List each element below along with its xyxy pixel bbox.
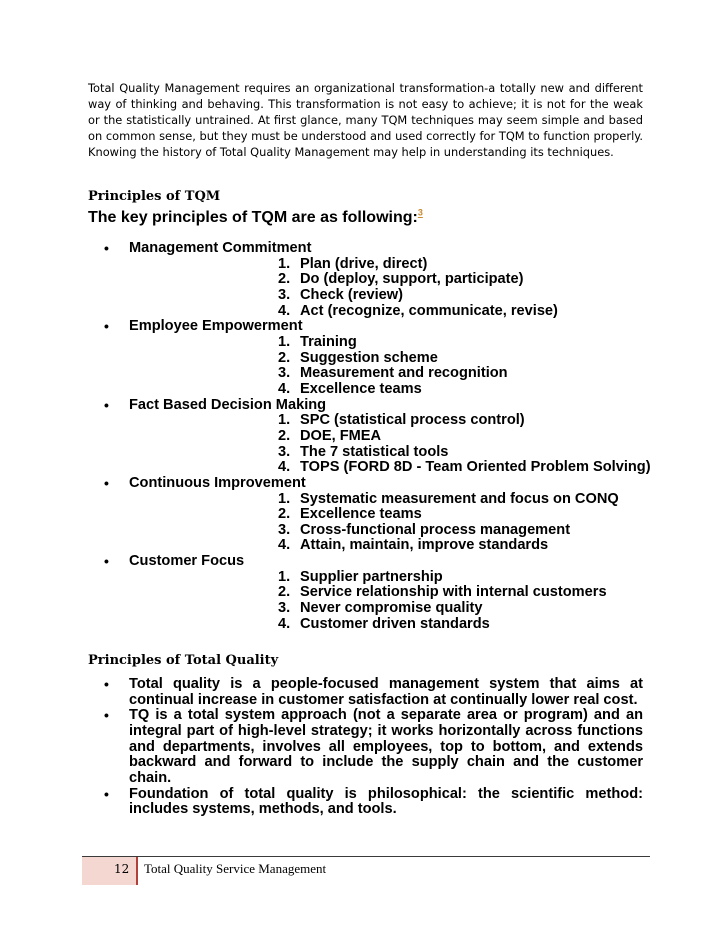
sub-item (129, 413, 728, 429)
item-number: 1. (278, 568, 291, 585)
sub-list (129, 257, 728, 320)
bullet-icon: • (104, 396, 109, 413)
item-number: 4. (278, 380, 291, 397)
principle-label: Customer Focus (129, 553, 245, 570)
item-number: 3. (278, 521, 291, 538)
sub-item (129, 523, 728, 539)
sub-item-text: Service relationship with internal customers (300, 584, 607, 601)
sub-item-text: Supplier partnership (300, 568, 443, 585)
sub-item-text: Check (review) (300, 286, 404, 303)
sub-item-text: Systematic measurement and focus on CONQ (300, 490, 619, 507)
list-item-text: Foundation of total quality is philosophical: the scientific method: includes systems, methods, and tools. (129, 785, 643, 818)
bullet-icon: • (104, 553, 109, 570)
item-number: 3. (278, 286, 291, 303)
sub-item-text: Plan (drive, direct) (300, 255, 428, 272)
sub-item (129, 507, 728, 523)
principles-tq-heading: Principles of Total Quality (88, 653, 279, 668)
sub-item (129, 382, 728, 398)
sub-item-text: Attain, maintain, improve standards (300, 537, 549, 554)
list-item (0, 787, 643, 818)
sub-list (129, 413, 728, 476)
item-number: 3. (278, 365, 291, 382)
principles-tqm-heading: Principles of TQM (88, 189, 221, 204)
list-item-text: TQ is a total system approach (not a separate area or program) and an integral part of high-level strategy; it works horizontally across functions and departments, involves all employees, top to bottom, and extends backward and forward to include the supply chain and the customer chain. (129, 707, 643, 786)
sub-item-text: The 7 statistical tools (300, 443, 449, 460)
sub-item-text: Cross-functional process management (300, 521, 571, 538)
item-number: 2. (278, 506, 291, 523)
footer-accent-rule (136, 857, 138, 885)
sub-item-text: Suggestion scheme (300, 349, 438, 366)
page-number: 12 (114, 862, 130, 876)
item-number: 2. (278, 584, 291, 601)
sub-item (129, 288, 728, 304)
sub-item (129, 445, 728, 461)
list-item (0, 677, 643, 708)
bullet-icon: • (104, 785, 109, 802)
total-quality-list (0, 677, 728, 818)
key-principles-lead (88, 208, 423, 228)
sub-item (129, 366, 728, 382)
sub-item-text: Customer driven standards (300, 615, 490, 632)
sub-item (129, 257, 728, 273)
sub-item (129, 335, 728, 351)
sub-item-text: SPC (statistical process control) (300, 412, 525, 429)
list-item (0, 319, 728, 397)
item-number: 4. (278, 615, 291, 632)
list-item (0, 554, 728, 632)
sub-item-text: Excellence teams (300, 506, 422, 523)
bullet-icon: • (104, 474, 109, 491)
sub-item (129, 460, 728, 476)
item-number: 1. (278, 490, 291, 507)
sub-list (129, 570, 728, 633)
sub-item-text: TOPS (FORD 8D - Team Oriented Problem Solving) (300, 459, 651, 476)
lead-text: The key principles of TQM are as following: (88, 209, 418, 226)
principle-label: Fact Based Decision Making (129, 396, 327, 413)
item-number: 2. (278, 271, 291, 288)
sub-item (129, 601, 728, 617)
sub-item (129, 617, 728, 633)
sub-item (129, 570, 728, 586)
principle-label: Continuous Improvement (129, 474, 306, 491)
sub-item-text: Training (300, 333, 357, 350)
item-number: 3. (278, 443, 291, 460)
sub-item-text: Excellence teams (300, 380, 422, 397)
sub-item (129, 304, 728, 320)
sub-item (129, 351, 728, 367)
running-footer-title: Total Quality Service Management (144, 861, 327, 876)
sub-item (129, 492, 728, 508)
sub-list (129, 335, 728, 398)
item-number: 2. (278, 427, 291, 444)
item-number: 4. (278, 302, 291, 319)
bullet-icon: • (104, 707, 109, 724)
sub-item-text: Measurement and recognition (300, 365, 508, 382)
bullet-icon: • (104, 240, 109, 256)
item-number: 1. (278, 412, 291, 429)
key-principles-list (0, 241, 728, 632)
sub-list (129, 492, 728, 555)
sub-item-text: Act (recognize, communicate, revise) (300, 302, 558, 319)
footer-divider (82, 856, 650, 857)
list-item (0, 241, 728, 319)
item-number: 3. (278, 600, 291, 617)
footnote-ref-link[interactable]: 3 (417, 207, 423, 218)
item-number: 4. (278, 459, 291, 476)
item-number: 1. (278, 255, 291, 272)
item-number: 4. (278, 537, 291, 554)
sub-item (129, 429, 728, 445)
item-number: 2. (278, 349, 291, 366)
sub-item-text: DOE, FMEA (300, 427, 382, 444)
sub-item-text: Never compromise quality (300, 600, 483, 617)
principle-label: Management Commitment (129, 240, 312, 256)
list-item-text: Total quality is a people-focused management system that aims at continual increase in customer satisfaction at continually lower real cost. (129, 676, 643, 708)
sub-item (129, 272, 728, 288)
bullet-icon: • (104, 676, 109, 692)
sub-item-text: Do (deploy, support, participate) (300, 271, 524, 288)
sub-item (129, 585, 728, 601)
list-item (0, 708, 643, 786)
list-item (0, 476, 728, 554)
sub-item (129, 538, 728, 554)
principle-label: Employee Empowerment (129, 318, 303, 335)
item-number: 1. (278, 333, 291, 350)
list-item (0, 398, 728, 476)
bullet-icon: • (104, 318, 109, 335)
intro-paragraph: Total Quality Management requires an organizational transformation-a totally new and different way of thinking and behaving. This transformation is not easy to achieve; it is not for the weak or the statistically untrained. At first glance, many TQM techniques may seem simple and based on common sense, but they must be understood and used correctly for TQM to function properly. Knowing the history of Total Quality Management may help in understanding its techniques. (88, 81, 643, 159)
